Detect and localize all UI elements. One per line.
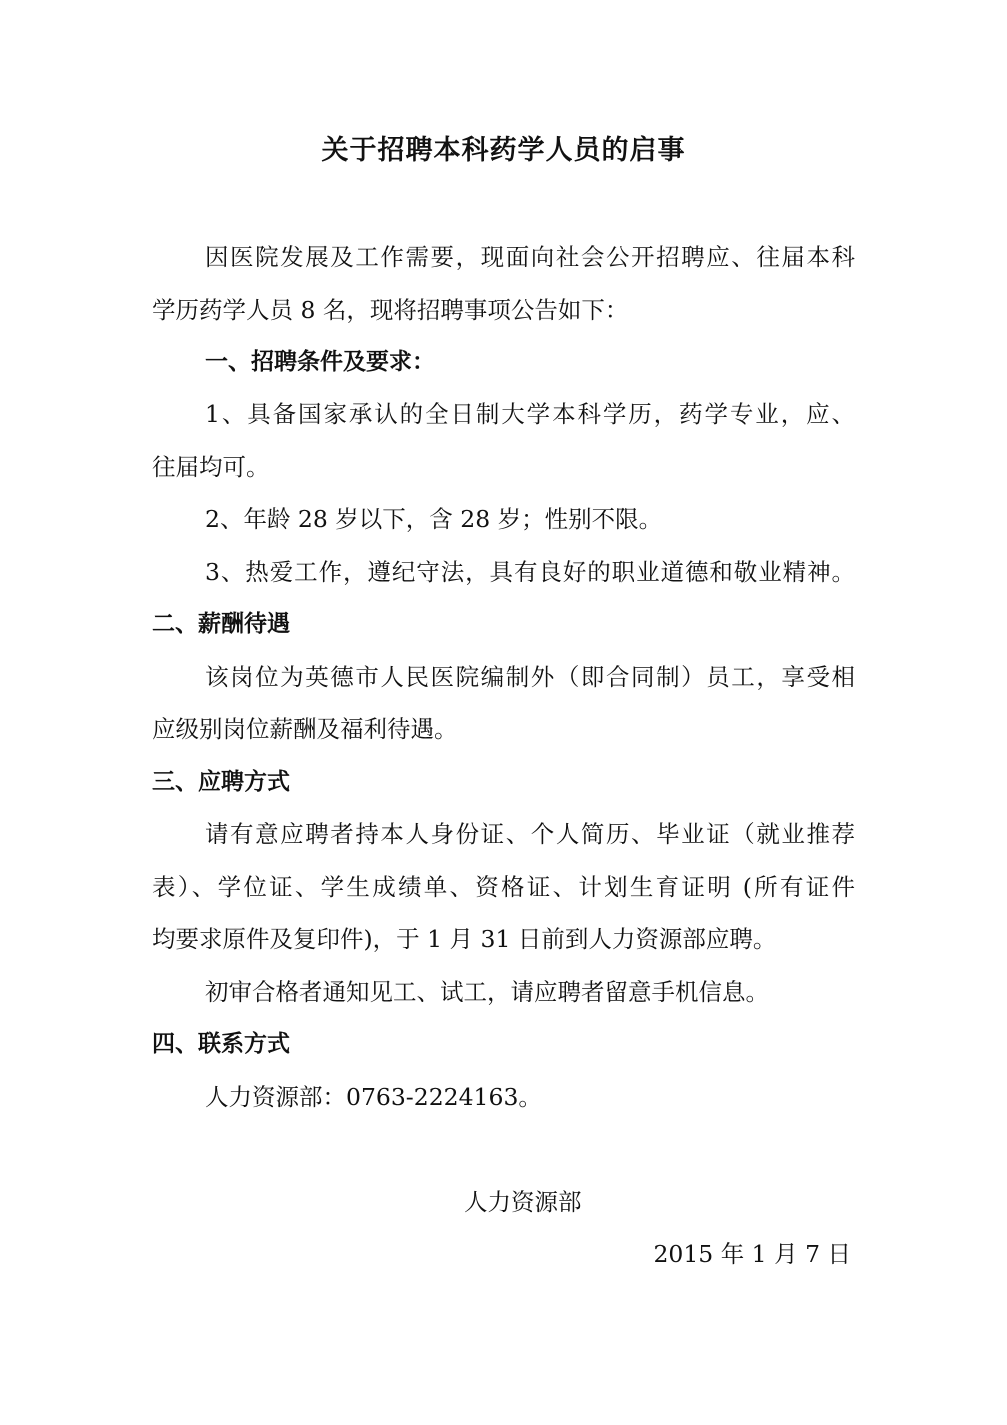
section-1-item-2: 2、年龄 28 岁以下，含 28 岁；性别不限。: [205, 505, 663, 533]
section-1-item-1-line-1: 1、具备国家承认的全日制大学本科学历，药学专业，应、: [205, 400, 855, 428]
section-3-heading: 三、应聘方式: [152, 769, 290, 795]
section-4-heading: 四、联系方式: [152, 1031, 290, 1057]
section-2-line-2: 应级别岗位薪酬及福利待遇。: [152, 715, 458, 743]
section-3-line-2: 表）、学位证、学生成绩单、资格证、计划生育证明 (所有证件: [152, 873, 855, 901]
section-1-item-3: 3、热爱工作，遵纪守法，具有良好的职业道德和敬业精神。: [205, 558, 855, 586]
intro-line-1: 因医院发展及工作需要，现面向社会公开招聘应、往届本科: [205, 243, 855, 271]
signature-date: 2015 年 1 月 7 日: [653, 1240, 851, 1268]
section-3-line-3: 均要求原件及复印件)，于 1 月 31 日前到人力资源部应聘。: [152, 925, 777, 953]
intro-line-2: 学历药学人员 8 名，现将招聘事项公告如下：: [152, 296, 629, 324]
section-2-heading: 二、薪酬待遇: [152, 611, 290, 637]
section-1-item-1-line-2: 往届均可。: [152, 453, 270, 481]
section-3-line-4: 初审合格者通知见工、试工，请应聘者留意手机信息。: [205, 978, 769, 1006]
contact-phone: 人力资源部：0763-2224163。: [205, 1083, 542, 1111]
section-1-heading: 一、招聘条件及要求：: [205, 349, 435, 375]
section-2-line-1: 该岗位为英德市人民医院编制外（即合同制）员工，享受相: [205, 663, 855, 691]
section-3-line-1: 请有意应聘者持本人身份证、个人简历、毕业证（就业推荐: [205, 820, 855, 848]
document-title: 关于招聘本科药学人员的启事: [321, 135, 686, 166]
signature-department: 人力资源部: [464, 1188, 582, 1216]
